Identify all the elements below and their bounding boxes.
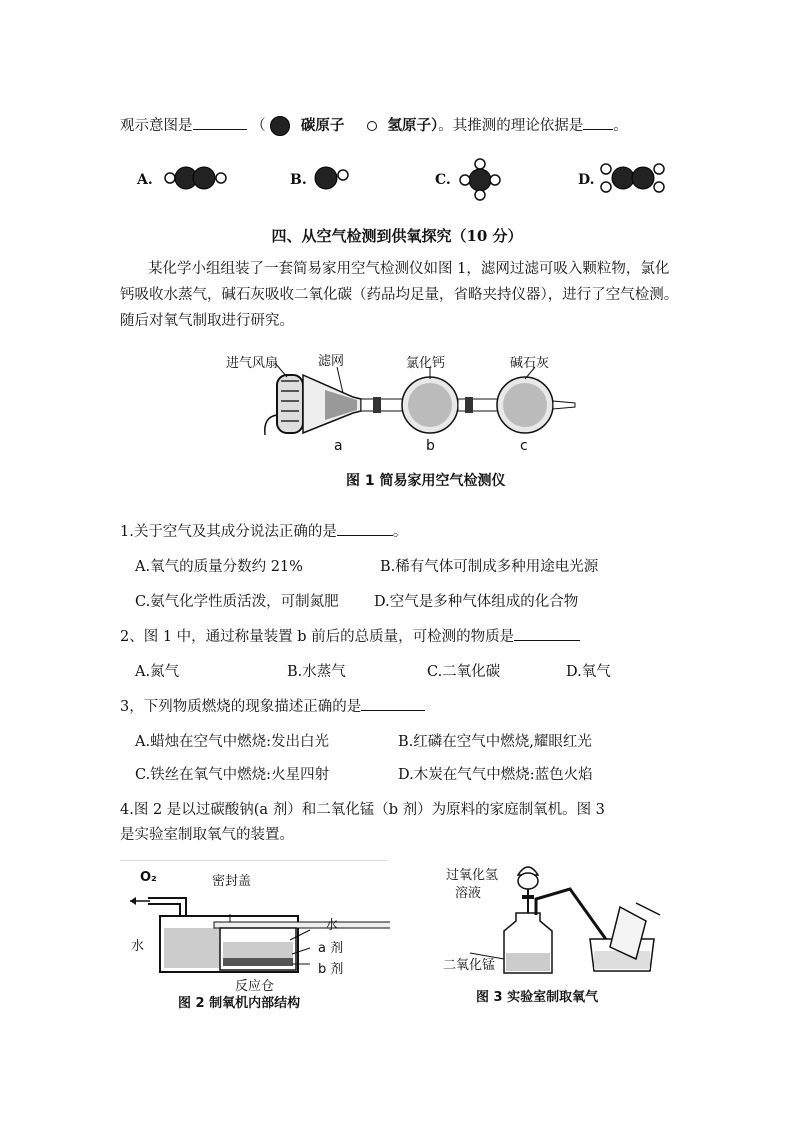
molecule-c-c bbox=[469, 169, 491, 191]
connector-2 bbox=[465, 397, 473, 413]
leader-filter bbox=[337, 367, 343, 393]
hand-outline bbox=[636, 903, 660, 915]
filter-label: 滤网 bbox=[318, 354, 345, 369]
flask-liquid bbox=[506, 953, 550, 971]
q3-stem bbox=[120, 695, 425, 716]
intro-paragraph: 某化学小组组装了一套简易家用空气检测仪如图 1，滤网过滤可吸入颗粒物，氯化钙吸收水蒸气，碱石灰吸收二氧化碳（药品均足量，省略夹持仪器），进行了空气检测。随后对氧气制取进行研究。 bbox=[120, 261, 679, 329]
carbon-atom-icon bbox=[270, 116, 290, 136]
soda-lime-label: 碱石灰 bbox=[510, 356, 550, 371]
connector-1 bbox=[373, 397, 381, 413]
hydrogen-label: 氢原子） bbox=[387, 117, 439, 134]
molecule-d-h4 bbox=[654, 182, 664, 192]
top-question-line bbox=[120, 114, 628, 136]
molecule-b-h bbox=[338, 170, 348, 180]
figure-2-caption: 图 2 制氧机内部结构 bbox=[178, 996, 301, 1011]
answer-blank-2[interactable] bbox=[583, 115, 613, 130]
sealing-lid bbox=[214, 922, 390, 928]
q1-blank[interactable] bbox=[337, 521, 393, 536]
q2-option-b: B.水蒸气 bbox=[287, 664, 346, 680]
o2-arrowhead bbox=[130, 897, 136, 905]
q3-option-d: D.木炭在气气中燃烧:蓝色火焰 bbox=[398, 767, 593, 783]
q3-option-a: A.蜡烛在空气中燃烧:发出白光 bbox=[135, 734, 329, 750]
legend-open: （ bbox=[251, 118, 266, 134]
chamber-liquid bbox=[223, 942, 293, 958]
molecule-d-h2 bbox=[601, 182, 611, 192]
q1-end: 。 bbox=[392, 524, 408, 540]
molecule-d-h1 bbox=[601, 164, 611, 174]
letter-a: a bbox=[334, 438, 343, 454]
molecule-d-h3 bbox=[654, 164, 664, 174]
h2o2-label-2: 溶液 bbox=[455, 886, 482, 901]
o2-label: O₂ bbox=[140, 870, 157, 885]
q2-option-c: C.二氧化碳 bbox=[427, 664, 501, 680]
q1-option-c: C.氨气化学性质活泼，可制氮肥 bbox=[135, 594, 339, 610]
chamber-label: 反应仓 bbox=[235, 979, 275, 994]
molecule-c-h2 bbox=[460, 175, 470, 185]
q4-line-1: 4.图 2 是以过碳酸钠(a 剂）和二氧化锰（b 剂）为原料的家庭制氧机。图 3 bbox=[120, 802, 605, 818]
molecule-d-c1 bbox=[612, 167, 634, 189]
top-question-prefix: 观示意图是 bbox=[120, 118, 193, 134]
lid-label: 密封盖 bbox=[212, 874, 252, 889]
sep-funnel-bulb bbox=[518, 873, 538, 889]
molecule-a-h2 bbox=[216, 173, 226, 183]
q3-option-c: C.铁丝在氧气中燃烧:火星四射 bbox=[135, 767, 330, 783]
q1-stem bbox=[120, 520, 407, 541]
b-agent-label: b 剂 bbox=[318, 962, 344, 977]
option-a-label: A. bbox=[137, 172, 153, 188]
cacl2-label: 氯化钙 bbox=[406, 356, 446, 371]
water-left-label: 水 bbox=[131, 939, 145, 954]
q2-blank[interactable] bbox=[514, 626, 580, 641]
figure-2 bbox=[120, 860, 390, 985]
section-title: 四、从空气检测到供氧探究（10 分） bbox=[271, 227, 523, 245]
q1-option-b: B.稀有气体可制成多种用途电光源 bbox=[380, 559, 599, 575]
q3-stem-text: 3，下列物质燃烧的现象描述正确的是 bbox=[120, 699, 362, 715]
q1-option-a: A.氧气的质量分数约 21% bbox=[135, 559, 303, 575]
molecule-d bbox=[598, 158, 668, 198]
molecule-a-c2 bbox=[193, 167, 215, 189]
outlet-tube bbox=[553, 401, 575, 409]
trough-water bbox=[594, 951, 650, 969]
top-question-end: 。 bbox=[613, 118, 628, 134]
q3-option-b: B.红磷在空气中燃烧,耀眼红光 bbox=[398, 734, 592, 750]
molecule-b bbox=[313, 164, 353, 192]
bulb-b-fill bbox=[408, 383, 452, 427]
letter-c: c bbox=[520, 438, 528, 454]
q4-line-2: 是实验室制取氧气的装置。 bbox=[120, 827, 294, 843]
molecule-c-h3 bbox=[490, 175, 500, 185]
molecule-d-c2 bbox=[632, 167, 654, 189]
h2o2-label-1: 过氧化氢 bbox=[446, 868, 499, 883]
option-b-label: B. bbox=[290, 172, 307, 188]
hydrogen-atom-icon bbox=[367, 121, 377, 131]
figure-3-caption: 图 3 实验室制取氧气 bbox=[476, 990, 599, 1005]
fan-cord bbox=[265, 415, 277, 435]
molecule-c bbox=[457, 156, 503, 202]
q1-stem-text: 1.关于空气及其成分说法正确的是 bbox=[120, 524, 337, 540]
q2-option-d: D.氧气 bbox=[566, 664, 611, 680]
fan-label: 进气风扇 bbox=[226, 356, 279, 371]
agent-layer bbox=[223, 958, 293, 966]
molecule-c-h1 bbox=[475, 159, 485, 169]
molecule-c-h4 bbox=[475, 190, 485, 200]
q2-stem-text: 2、图 1 中，通过称量装置 b 前后的总质量，可检测的物质是 bbox=[120, 629, 515, 645]
water-right-label: 水 bbox=[325, 918, 339, 933]
top-question-suffix: 。其推测的理论依据是 bbox=[438, 118, 584, 134]
option-c-label: C. bbox=[435, 172, 451, 188]
figure-1-caption: 图 1 简易家用空气检测仪 bbox=[346, 473, 506, 489]
q2-option-a: A.氮气 bbox=[135, 664, 180, 680]
molecule-a-h1 bbox=[165, 173, 175, 183]
answer-blank[interactable] bbox=[193, 115, 247, 130]
stopcock bbox=[522, 895, 534, 899]
fan-body bbox=[277, 375, 303, 433]
bulb-c-fill bbox=[503, 383, 547, 427]
mno2-label: 二氧化锰 bbox=[443, 958, 496, 973]
molecule-a bbox=[160, 164, 232, 192]
q3-blank[interactable] bbox=[361, 696, 425, 711]
q2-stem bbox=[120, 625, 580, 646]
a-agent-label: a 剂 bbox=[318, 941, 344, 956]
tube-ab bbox=[361, 399, 405, 411]
carbon-label: 碳原子 bbox=[300, 117, 345, 134]
tube-bc bbox=[458, 399, 498, 411]
option-d-label: D. bbox=[578, 172, 595, 188]
q1-option-d: D.空气是多种气体组成的化合物 bbox=[374, 594, 579, 610]
letter-b: b bbox=[426, 438, 435, 454]
molecule-b-c bbox=[315, 167, 337, 189]
